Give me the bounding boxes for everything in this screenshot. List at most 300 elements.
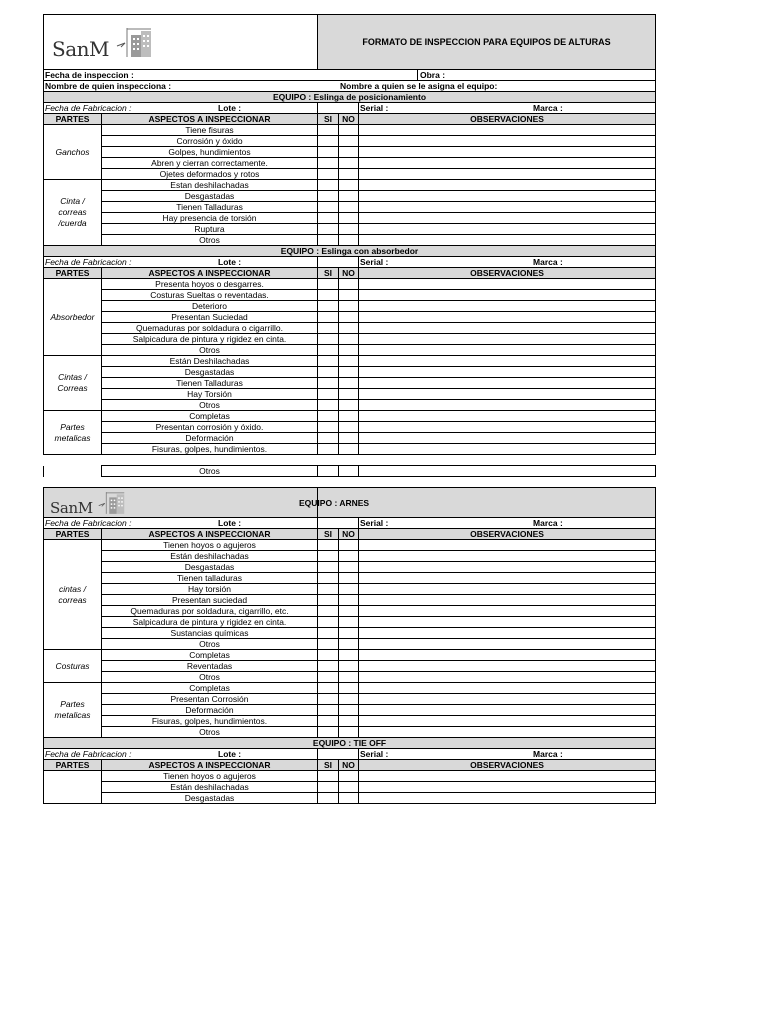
- inspection-form-page-2: [43, 487, 656, 804]
- si-checkbox[interactable]: [318, 290, 339, 301]
- si-header: SI: [318, 268, 339, 279]
- part-label: Cintas / Correas: [44, 356, 102, 411]
- inspection-row: [44, 279, 656, 290]
- aspect-item: Otros: [102, 400, 318, 411]
- lote-value[interactable]: [318, 257, 359, 268]
- no-checkbox[interactable]: [339, 279, 359, 290]
- aspect-item: Costuras Sueltas o reventadas.: [102, 290, 318, 301]
- aspect-item: Presenta hoyos o desgarres.: [102, 279, 318, 290]
- aspect-item: Golpes, hundimientos: [102, 147, 318, 158]
- si-checkbox[interactable]: [318, 169, 339, 180]
- aspect-item: Estan deshilachadas: [102, 180, 318, 191]
- si-checkbox[interactable]: [318, 411, 339, 422]
- aspect-item: Tienen talladuras: [102, 573, 318, 584]
- observaciones-header: OBSERVACIONES: [359, 268, 656, 279]
- aspect-item: Deformación: [102, 433, 318, 444]
- part-label: Ganchos: [44, 125, 102, 180]
- no-header: NO: [339, 114, 359, 125]
- observation-field[interactable]: [359, 444, 656, 455]
- no-checkbox[interactable]: [339, 224, 359, 235]
- observation-field[interactable]: [359, 606, 656, 617]
- inspection-row: [44, 562, 656, 573]
- lote-value[interactable]: [318, 518, 359, 529]
- observation-field[interactable]: [359, 169, 656, 180]
- fabrication-row: [44, 518, 318, 529]
- no-checkbox[interactable]: [339, 584, 359, 595]
- si-checkbox[interactable]: [318, 639, 339, 650]
- marca-label: Marca :: [533, 749, 563, 759]
- aspect-item: Fisuras, golpes, hundimientos.: [102, 444, 318, 455]
- no-checkbox[interactable]: [339, 367, 359, 378]
- observation-field[interactable]: [359, 466, 656, 477]
- no-checkbox[interactable]: [339, 444, 359, 455]
- no-checkbox[interactable]: [339, 705, 359, 716]
- observation-field[interactable]: [359, 279, 656, 290]
- aspect-item: Tienen Talladuras: [102, 202, 318, 213]
- fecha-fabricacion-label: Fecha de Fabricacion :: [45, 749, 132, 759]
- no-checkbox[interactable]: [339, 345, 359, 356]
- no-checkbox[interactable]: [339, 125, 359, 136]
- part-label: Cinta / correas /cuerda: [44, 180, 102, 246]
- inspection-row: [44, 433, 656, 444]
- lote-value[interactable]: [318, 103, 359, 114]
- observation-field[interactable]: [359, 727, 656, 738]
- observation-field[interactable]: [359, 793, 656, 804]
- observation-field[interactable]: [359, 136, 656, 147]
- inspection-row: [44, 290, 656, 301]
- fabrication-row: [44, 103, 318, 114]
- inspection-row: [44, 782, 656, 793]
- logo-brand: SanM: [50, 498, 93, 517]
- aspect-item: Están deshilachadas: [102, 782, 318, 793]
- aspect-item: Otros: [102, 639, 318, 650]
- part-label: Costuras: [44, 650, 102, 683]
- observation-field[interactable]: [359, 301, 656, 312]
- observation-field[interactable]: [359, 705, 656, 716]
- inspection-row: [44, 191, 656, 202]
- no-checkbox[interactable]: [339, 650, 359, 661]
- observation-field[interactable]: [359, 147, 656, 158]
- observation-field[interactable]: [359, 367, 656, 378]
- lote-label: Lote :: [218, 257, 242, 267]
- si-checkbox[interactable]: [318, 628, 339, 639]
- aspect-item: Otros: [102, 727, 318, 738]
- building-icon: [111, 26, 157, 58]
- observation-field[interactable]: [359, 345, 656, 356]
- si-checkbox[interactable]: [318, 136, 339, 147]
- form-title: FORMATO DE INSPECCION PARA EQUIPOS DE ALTURAS: [318, 15, 656, 70]
- observation-field[interactable]: [359, 224, 656, 235]
- no-checkbox[interactable]: [339, 422, 359, 433]
- no-checkbox[interactable]: [339, 202, 359, 213]
- si-checkbox[interactable]: [318, 661, 339, 672]
- aspect-item: Tienen Talladuras: [102, 378, 318, 389]
- observation-field[interactable]: [359, 202, 656, 213]
- si-checkbox[interactable]: [318, 551, 339, 562]
- si-checkbox[interactable]: [318, 540, 339, 551]
- aspect-item: Completas: [102, 683, 318, 694]
- observation-field[interactable]: [359, 433, 656, 444]
- observation-field[interactable]: [359, 158, 656, 169]
- no-checkbox[interactable]: [339, 323, 359, 334]
- serial-marca-row: [359, 518, 656, 529]
- serial-label: Serial :: [360, 103, 389, 113]
- si-checkbox[interactable]: [318, 727, 339, 738]
- si-checkbox[interactable]: [318, 279, 339, 290]
- si-checkbox[interactable]: [318, 235, 339, 246]
- no-checkbox[interactable]: [339, 400, 359, 411]
- no-checkbox[interactable]: [339, 169, 359, 180]
- partes-header: PARTES: [44, 760, 102, 771]
- block-1b: [43, 465, 655, 477]
- inspector-label: Nombre de quien inspecciona :: [45, 81, 172, 91]
- observation-field[interactable]: [359, 628, 656, 639]
- serial-marca-row: [359, 749, 656, 760]
- part-label: [44, 771, 102, 804]
- no-checkbox[interactable]: [339, 540, 359, 551]
- inspection-row: [44, 411, 656, 422]
- aspect-item: Desgastadas: [102, 191, 318, 202]
- aspect-item: Presentan corrosión y óxido.: [102, 422, 318, 433]
- observation-field[interactable]: [359, 235, 656, 246]
- aspectos-header: ASPECTOS A INSPECCIONAR: [102, 760, 318, 771]
- si-checkbox[interactable]: [318, 617, 339, 628]
- si-checkbox[interactable]: [318, 147, 339, 158]
- aspect-item: Salpicadura de pintura y rigidez en cinta.: [102, 334, 318, 345]
- no-checkbox[interactable]: [339, 639, 359, 650]
- aspect-item: Hay Torsión: [102, 389, 318, 400]
- aspect-item: Ruptura: [102, 224, 318, 235]
- si-checkbox[interactable]: [318, 422, 339, 433]
- aspect-item: Están deshilachadas: [102, 551, 318, 562]
- inspection-row: [44, 793, 656, 804]
- inspection-row: [44, 628, 656, 639]
- si-checkbox[interactable]: [318, 606, 339, 617]
- no-checkbox[interactable]: [339, 389, 359, 400]
- logo-cell: [44, 488, 318, 518]
- no-checkbox[interactable]: [339, 672, 359, 683]
- observation-field[interactable]: [359, 595, 656, 606]
- observation-field[interactable]: [359, 213, 656, 224]
- observation-field[interactable]: [359, 125, 656, 136]
- aspect-item: Sustancias químicas: [102, 628, 318, 639]
- no-checkbox[interactable]: [339, 782, 359, 793]
- equipo-title: EQUIPO : Eslinga con absorbedor: [44, 246, 656, 257]
- observation-field[interactable]: [359, 180, 656, 191]
- lote-label: Lote :: [218, 518, 242, 528]
- si-header: SI: [318, 529, 339, 540]
- aspect-item: Reventadas: [102, 661, 318, 672]
- inspection-row: [44, 180, 656, 191]
- fecha-fabricacion-label: Fecha de Fabricacion :: [45, 103, 132, 113]
- inspection-row: [44, 595, 656, 606]
- si-checkbox[interactable]: [318, 213, 339, 224]
- observation-field[interactable]: [359, 617, 656, 628]
- aspect-item: Otros: [102, 235, 318, 246]
- observaciones-header: OBSERVACIONES: [359, 529, 656, 540]
- aspect-item: Hay presencia de torsión: [102, 213, 318, 224]
- observation-field[interactable]: [359, 661, 656, 672]
- aspect-item: Otros: [102, 345, 318, 356]
- no-checkbox[interactable]: [339, 213, 359, 224]
- serial-label: Serial :: [360, 518, 389, 528]
- no-checkbox[interactable]: [339, 136, 359, 147]
- inspection-row: [44, 136, 656, 147]
- no-checkbox[interactable]: [339, 466, 359, 477]
- no-checkbox[interactable]: [339, 290, 359, 301]
- aspect-item: Presentan Suciedad: [102, 312, 318, 323]
- observation-field[interactable]: [359, 562, 656, 573]
- observation-field[interactable]: [359, 683, 656, 694]
- observation-field[interactable]: [359, 290, 656, 301]
- no-header: NO: [339, 760, 359, 771]
- aspect-item: Abren y cierran correctamente.: [102, 158, 318, 169]
- inspection-row: [44, 323, 656, 334]
- inspection-row: [44, 661, 656, 672]
- si-checkbox[interactable]: [318, 202, 339, 213]
- lote-value[interactable]: [318, 749, 359, 760]
- aspect-item: Salpicadura de pintura y rigidez en cinta.: [102, 617, 318, 628]
- inspection-row: [44, 771, 656, 782]
- observation-field[interactable]: [359, 389, 656, 400]
- aspect-item: Tiene fisuras: [102, 125, 318, 136]
- si-checkbox[interactable]: [318, 367, 339, 378]
- partes-header: PARTES: [44, 529, 102, 540]
- inspection-row: [44, 617, 656, 628]
- aspect-item: Tienen hoyos o agujeros: [102, 771, 318, 782]
- part-label: Partes metalicas: [44, 411, 102, 455]
- aspect-item: Presentan suciedad: [102, 595, 318, 606]
- inspection-row: [44, 224, 656, 235]
- no-checkbox[interactable]: [339, 628, 359, 639]
- si-checkbox[interactable]: [318, 191, 339, 202]
- si-checkbox[interactable]: [318, 683, 339, 694]
- observation-field[interactable]: [359, 694, 656, 705]
- si-checkbox[interactable]: [318, 323, 339, 334]
- observation-field[interactable]: [359, 540, 656, 551]
- inspection-row: [44, 202, 656, 213]
- lote-label: Lote :: [218, 749, 242, 759]
- block-2: [43, 487, 655, 804]
- si-checkbox[interactable]: [318, 562, 339, 573]
- observation-field[interactable]: [359, 639, 656, 650]
- observation-field[interactable]: [359, 312, 656, 323]
- inspection-row: [44, 345, 656, 356]
- equipo-title-text: EQUIPO : ARNES: [299, 497, 370, 508]
- fecha-fabricacion-label: Fecha de Fabricacion :: [45, 257, 132, 267]
- aspect-item: Deformación: [102, 705, 318, 716]
- si-checkbox[interactable]: [318, 793, 339, 804]
- inspection-row: [44, 334, 656, 345]
- marca-label: Marca :: [533, 518, 563, 528]
- inspection-row: [44, 650, 656, 661]
- observation-field[interactable]: [359, 411, 656, 422]
- part-label: cintas / correas: [44, 540, 102, 650]
- no-checkbox[interactable]: [339, 606, 359, 617]
- observation-field[interactable]: [359, 573, 656, 584]
- si-checkbox[interactable]: [318, 584, 339, 595]
- no-checkbox[interactable]: [339, 771, 359, 782]
- si-header: SI: [318, 114, 339, 125]
- observation-field[interactable]: [359, 400, 656, 411]
- si-checkbox[interactable]: [318, 378, 339, 389]
- inspection-row: [44, 367, 656, 378]
- inspection-row: [44, 400, 656, 411]
- aspectos-header: ASPECTOS A INSPECCIONAR: [102, 114, 318, 125]
- si-checkbox[interactable]: [318, 334, 339, 345]
- observation-field[interactable]: [359, 191, 656, 202]
- si-checkbox[interactable]: [318, 771, 339, 782]
- no-checkbox[interactable]: [339, 595, 359, 606]
- si-checkbox[interactable]: [318, 433, 339, 444]
- no-checkbox[interactable]: [339, 433, 359, 444]
- company-logo: [52, 26, 157, 61]
- si-checkbox[interactable]: [318, 782, 339, 793]
- si-checkbox[interactable]: [318, 224, 339, 235]
- inspection-row: [44, 125, 656, 136]
- aspect-item: Quemaduras por soldadura o cigarrillo.: [102, 323, 318, 334]
- aspect-item: Presentan Corrosión: [102, 694, 318, 705]
- inspection-row: [44, 639, 656, 650]
- aspect-item: Ojetes deformados y rotos: [102, 169, 318, 180]
- no-checkbox[interactable]: [339, 378, 359, 389]
- equipo-title: EQUIPO : TIE OFF: [44, 738, 656, 749]
- si-checkbox[interactable]: [318, 716, 339, 727]
- block-1: [43, 14, 655, 455]
- no-checkbox[interactable]: [339, 727, 359, 738]
- si-checkbox[interactable]: [318, 444, 339, 455]
- aspect-item: Otros: [102, 466, 318, 477]
- no-checkbox[interactable]: [339, 334, 359, 345]
- observation-field[interactable]: [359, 672, 656, 683]
- no-checkbox[interactable]: [339, 312, 359, 323]
- observation-field[interactable]: [359, 782, 656, 793]
- si-checkbox[interactable]: [318, 158, 339, 169]
- fabrication-row: [44, 257, 318, 268]
- equipo-title: [299, 488, 656, 518]
- no-checkbox[interactable]: [339, 573, 359, 584]
- no-checkbox[interactable]: [339, 617, 359, 628]
- si-checkbox[interactable]: [318, 573, 339, 584]
- inspection-row: [44, 683, 656, 694]
- part-label: Absorbedor: [44, 279, 102, 356]
- lote-label: Lote :: [218, 103, 242, 113]
- no-checkbox[interactable]: [339, 191, 359, 202]
- si-checkbox[interactable]: [318, 312, 339, 323]
- inspector-row: [44, 81, 656, 92]
- si-checkbox[interactable]: [318, 595, 339, 606]
- fecha-fabricacion-label: Fecha de Fabricacion :: [45, 518, 132, 528]
- no-checkbox[interactable]: [339, 661, 359, 672]
- si-checkbox[interactable]: [318, 301, 339, 312]
- aspect-item: Corrosión y óxido: [102, 136, 318, 147]
- inspection-form-page-1: [43, 14, 656, 455]
- inspection-row: [44, 727, 656, 738]
- si-header: SI: [318, 760, 339, 771]
- observation-field[interactable]: [359, 716, 656, 727]
- si-checkbox[interactable]: [318, 180, 339, 191]
- building-icon: [95, 491, 130, 515]
- part-label: Partes metalicas: [44, 683, 102, 738]
- observation-field[interactable]: [359, 356, 656, 367]
- observaciones-header: OBSERVACIONES: [359, 760, 656, 771]
- no-checkbox[interactable]: [339, 411, 359, 422]
- si-checkbox[interactable]: [318, 400, 339, 411]
- no-checkbox[interactable]: [339, 180, 359, 191]
- observation-field[interactable]: [359, 323, 656, 334]
- inspection-row: [44, 213, 656, 224]
- aspect-item: Tienen hoyos o agujeros: [102, 540, 318, 551]
- si-checkbox[interactable]: [318, 672, 339, 683]
- serial-label: Serial :: [360, 257, 389, 267]
- si-checkbox[interactable]: [318, 389, 339, 400]
- no-checkbox[interactable]: [339, 301, 359, 312]
- observation-field[interactable]: [359, 650, 656, 661]
- no-checkbox[interactable]: [339, 551, 359, 562]
- no-checkbox[interactable]: [339, 716, 359, 727]
- observation-field[interactable]: [359, 584, 656, 595]
- si-checkbox[interactable]: [318, 650, 339, 661]
- inspection-row: [44, 444, 656, 455]
- aspect-item: Hay torsión: [102, 584, 318, 595]
- inspection-row: [44, 573, 656, 584]
- no-checkbox[interactable]: [339, 235, 359, 246]
- inspection-row: [44, 158, 656, 169]
- no-checkbox[interactable]: [339, 683, 359, 694]
- observation-field[interactable]: [359, 771, 656, 782]
- observation-field[interactable]: [359, 422, 656, 433]
- inspection-row: [44, 147, 656, 158]
- inspection-row: [44, 716, 656, 727]
- si-checkbox[interactable]: [318, 356, 339, 367]
- no-checkbox[interactable]: [339, 694, 359, 705]
- si-checkbox[interactable]: [318, 125, 339, 136]
- inspection-row: [44, 466, 656, 477]
- fecha-inspeccion-label: Fecha de inspeccion :: [45, 70, 134, 80]
- inspection-row: [44, 378, 656, 389]
- observation-field[interactable]: [359, 378, 656, 389]
- company-logo: [50, 491, 129, 515]
- inspection-row: [44, 584, 656, 595]
- no-checkbox[interactable]: [339, 562, 359, 573]
- no-checkbox[interactable]: [339, 147, 359, 158]
- no-checkbox[interactable]: [339, 356, 359, 367]
- no-checkbox[interactable]: [339, 158, 359, 169]
- no-checkbox[interactable]: [339, 793, 359, 804]
- si-checkbox[interactable]: [318, 694, 339, 705]
- no-header: NO: [339, 529, 359, 540]
- marca-label: Marca :: [533, 257, 563, 267]
- trailing-row-table: [43, 465, 656, 477]
- obra-label: Obra :: [417, 70, 445, 80]
- partes-header: PARTES: [44, 114, 102, 125]
- aspect-item: Quemaduras por soldadura, cigarrillo, etc.: [102, 606, 318, 617]
- inspection-row: [44, 422, 656, 433]
- inspection-row: [44, 606, 656, 617]
- aspect-item: Están Deshilachadas: [102, 356, 318, 367]
- si-checkbox[interactable]: [318, 705, 339, 716]
- part-label: [44, 466, 102, 477]
- observation-field[interactable]: [359, 334, 656, 345]
- logo-brand: SanM: [52, 37, 109, 61]
- si-checkbox[interactable]: [318, 345, 339, 356]
- observation-field[interactable]: [359, 551, 656, 562]
- si-checkbox[interactable]: [318, 466, 339, 477]
- observaciones-header: OBSERVACIONES: [359, 114, 656, 125]
- aspect-item: Completas: [102, 650, 318, 661]
- aspect-item: Completas: [102, 411, 318, 422]
- partes-header: PARTES: [44, 268, 102, 279]
